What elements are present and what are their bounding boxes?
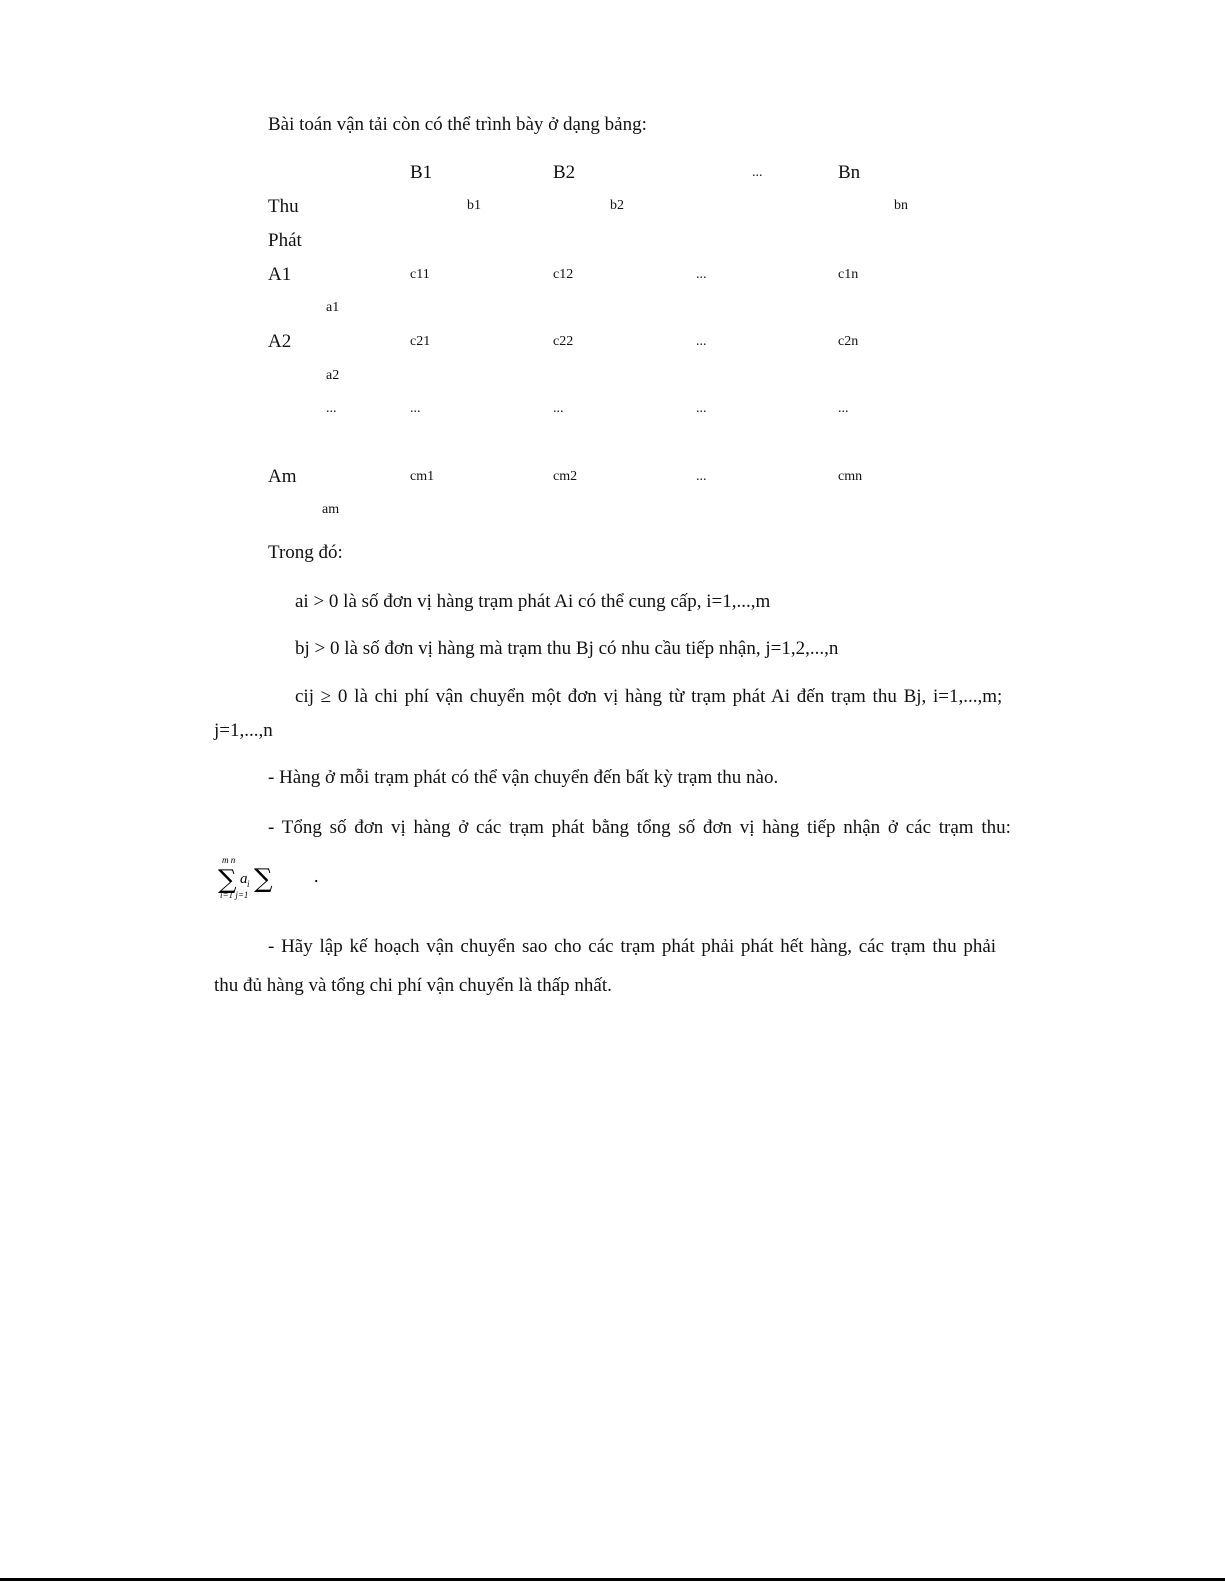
sum-formula-graphic <box>218 854 338 900</box>
thu-label: Thu <box>268 196 299 217</box>
row-label-a2: A2 <box>268 331 292 352</box>
col-header-b2: B2 <box>553 162 576 183</box>
balance-formula <box>218 854 338 900</box>
svg-text:i=1 j=1: i=1 j=1 <box>220 890 249 900</box>
bullet-any-station: - Hàng ở mỗi trạm phát có thể vận chuyển đến bất kỳ trạm thu nào. <box>268 767 779 788</box>
cost-ellipsis: ... <box>696 334 707 349</box>
def-c-text: cij ≥ 0 là chi phí vận chuyển một đơn vị hàng từ trạm phát Ai đến trạm thu Bj, i=1,...,m; <box>295 686 1003 707</box>
cost-c2n: c2n <box>838 334 859 349</box>
cost-ellipsis: ... <box>838 401 849 416</box>
row-label-ellipsis: ... <box>326 401 337 416</box>
cost-c12: c12 <box>553 267 574 282</box>
def-c-line2: j=1,...,n <box>214 720 273 741</box>
balance-formula-text <box>218 854 223 855</box>
cost-c22: c22 <box>553 334 574 349</box>
col-header-bn: Bn <box>838 162 861 183</box>
phat-label: Phát <box>268 230 302 251</box>
cost-ellipsis: ... <box>696 401 707 416</box>
supply-am: am <box>322 502 340 517</box>
cost-cm2: cm2 <box>553 469 578 484</box>
def-a: ai > 0 là số đơn vị hàng trạm phát Ai có thể cung cấp, i=1,...,m <box>295 591 771 612</box>
intro-text: Bài toán vận tải còn có thể trình bày ở dạng bảng: <box>268 114 647 135</box>
cost-c1n: c1n <box>838 267 859 282</box>
cost-ellipsis: ... <box>410 401 421 416</box>
cost-c11: c11 <box>410 267 430 282</box>
supply-a2: a2 <box>326 368 340 383</box>
col-header-ellipsis: ... <box>752 165 763 180</box>
demand-b1: b1 <box>467 198 481 213</box>
page-bottom-border <box>0 1578 1225 1581</box>
def-b: bj > 0 là số đơn vị hàng mà trạm thu Bj có nhu cầu tiếp nhận, j=1,2,...,n <box>295 638 839 659</box>
supply-a1: a1 <box>326 300 340 315</box>
cost-cm1: cm1 <box>410 469 435 484</box>
row-label-a1: A1 <box>268 264 292 285</box>
cost-ellipsis: ... <box>696 469 707 484</box>
cost-ellipsis: ... <box>553 401 564 416</box>
svg-text:m n: m n <box>222 855 236 865</box>
cost-ellipsis: ... <box>696 267 707 282</box>
demand-b2: b2 <box>610 198 624 213</box>
demand-bn: bn <box>894 198 908 213</box>
row-label-am: Am <box>268 466 297 487</box>
svg-text:a: a <box>240 871 248 887</box>
bullet-plan-line1: - Hãy lập kế hoạch vận chuyển sao cho các trạm phát phải phát hết hàng, các trạm thu phải <box>268 936 997 957</box>
where-label: Trong đó: <box>268 542 343 563</box>
svg-text:∑: ∑ <box>218 865 237 895</box>
col-header-b1: B1 <box>410 162 433 183</box>
bullet-balance: - Tổng số đơn vị hàng ở các trạm phát bằng tổng số đơn vị hàng tiếp nhận ở các trạm thu: <box>268 817 1011 838</box>
cost-c21: c21 <box>410 334 431 349</box>
def-c-line1 <box>295 686 1003 707</box>
svg-text:∑: ∑ <box>254 864 273 894</box>
svg-text:i: i <box>247 879 250 889</box>
bullet-plan-line2: thu đủ hàng và tổng chi phí vận chuyển là thấp nhất. <box>214 975 612 996</box>
cost-cmn: cmn <box>838 469 863 484</box>
svg-text:.: . <box>314 866 319 886</box>
